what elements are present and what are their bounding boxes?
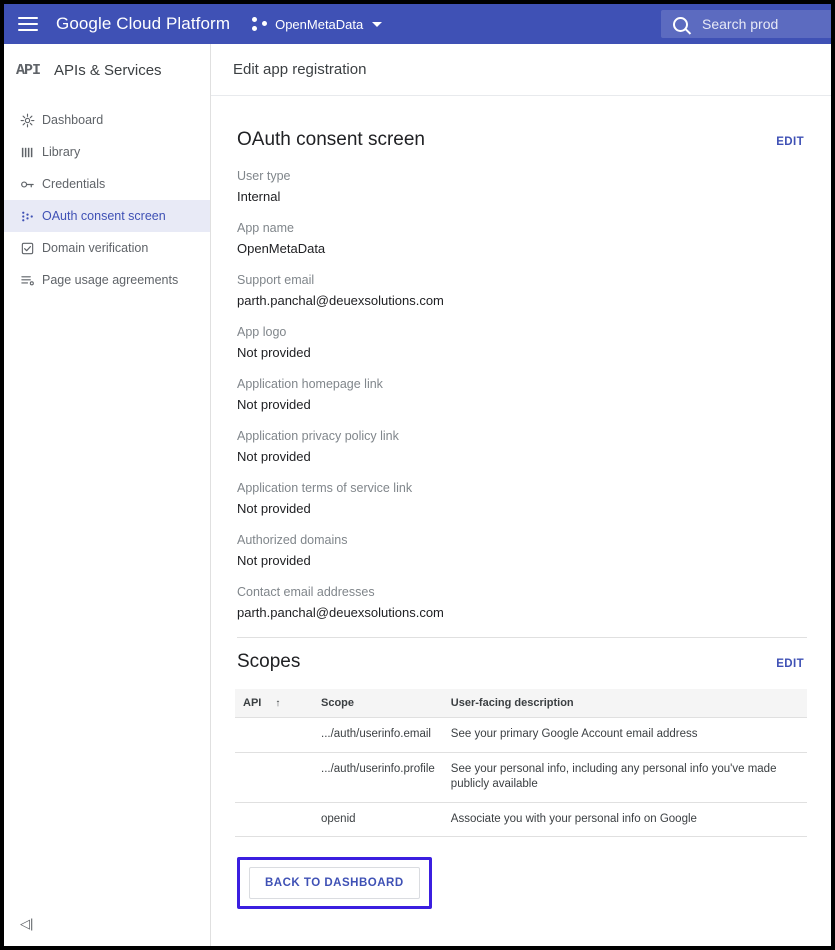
field-user-type	[237, 169, 807, 204]
top-navigation-bar	[4, 4, 831, 44]
sort-ascending-icon: ↑	[275, 698, 281, 709]
brand-title: Google Cloud Platform	[56, 14, 231, 33]
field-value: Internal	[237, 189, 281, 204]
cell-scope: openid	[313, 802, 443, 837]
field-contact-email-addresses	[237, 585, 807, 620]
sidebar-item-domain-verification[interactable]	[4, 232, 210, 264]
field-value: parth.panchal@deuexsolutions.com	[237, 293, 444, 308]
app-window	[4, 4, 831, 946]
column-header-description[interactable]: User-facing description	[443, 689, 807, 718]
back-to-dashboard-button[interactable]: BACK TO DASHBOARD	[249, 867, 420, 899]
section-divider	[237, 637, 807, 638]
field-value: Not provided	[237, 345, 311, 360]
agreement-icon	[20, 273, 42, 288]
field-label: User type	[237, 169, 291, 183]
section-title-scopes: Scopes	[237, 651, 301, 672]
menu-icon[interactable]	[18, 17, 38, 31]
sidebar-item-label: Credentials	[42, 177, 106, 191]
field-value: Not provided	[237, 553, 311, 568]
field-authorized-domains	[237, 533, 807, 568]
field-value: OpenMetaData	[237, 241, 326, 256]
project-name: OpenMetaData	[275, 16, 364, 32]
sidebar-item-oauth-consent-screen[interactable]	[4, 200, 210, 232]
field-support-email	[237, 273, 807, 308]
table-row	[235, 802, 807, 837]
consent-fields	[235, 169, 807, 620]
scopes-section-header	[235, 651, 807, 673]
verified-icon	[20, 241, 42, 256]
field-application-homepage-link	[237, 377, 807, 412]
field-label: Application terms of service link	[237, 481, 413, 495]
project-selector[interactable]	[252, 17, 382, 32]
sidebar-item-label: Library	[42, 145, 81, 159]
chevron-down-icon	[372, 22, 382, 27]
sidebar-item-credentials[interactable]	[4, 168, 210, 200]
cell-api	[235, 802, 313, 837]
sidebar-item-label: Domain verification	[42, 241, 149, 255]
cell-description: See your personal info, including any personal info you've made publicly available	[443, 752, 807, 802]
scopes-table	[235, 689, 807, 837]
cell-scope: .../auth/userinfo.profile	[313, 752, 443, 802]
search-input[interactable]	[661, 10, 831, 38]
table-header-row	[235, 689, 807, 718]
search-icon	[673, 17, 688, 32]
cell-description: See your primary Google Account email address	[443, 718, 807, 753]
column-label: API	[243, 697, 262, 709]
field-label: Application privacy policy link	[237, 429, 399, 443]
cell-scope: .../auth/userinfo.email	[313, 718, 443, 753]
dashboard-icon	[20, 113, 42, 128]
key-icon	[20, 177, 42, 192]
field-value: parth.panchal@deuexsolutions.com	[237, 605, 444, 620]
sidebar-item-library[interactable]	[4, 136, 210, 168]
sidebar-item-label: OAuth consent screen	[42, 209, 166, 223]
section-title-consent: OAuth consent screen	[237, 129, 425, 150]
oauth-consent-section-header	[235, 129, 807, 151]
cell-api	[235, 718, 313, 753]
field-application-privacy-policy-link	[237, 429, 807, 464]
field-value: Not provided	[237, 397, 311, 412]
page-title: Edit app registration	[211, 44, 831, 96]
main-content	[211, 44, 831, 946]
field-value: Not provided	[237, 449, 311, 464]
cell-api	[235, 752, 313, 802]
field-label: App logo	[237, 325, 287, 339]
table-row	[235, 718, 807, 753]
field-value: Not provided	[237, 501, 311, 516]
sidebar-item-page-usage-agreements[interactable]	[4, 264, 210, 296]
field-label: Authorized domains	[237, 533, 348, 547]
field-label: Application homepage link	[237, 377, 383, 391]
back-to-dashboard-highlight	[237, 857, 432, 909]
cell-description: Associate you with your personal info on Google	[443, 802, 807, 837]
edit-consent-button[interactable]: EDIT	[776, 136, 804, 148]
column-header-api[interactable]	[235, 689, 313, 718]
sidebar-items	[4, 104, 210, 296]
field-application-terms-of-service-link	[237, 481, 807, 516]
sidebar-item-label: Page usage agreements	[42, 273, 179, 287]
field-app-name	[237, 221, 807, 256]
sidebar-header	[4, 44, 210, 96]
sidebar-title: APIs & Services	[54, 61, 162, 79]
library-icon	[20, 145, 42, 160]
table-row	[235, 752, 807, 802]
api-logo: API	[16, 61, 41, 79]
project-icon	[252, 17, 268, 31]
sidebar	[4, 44, 211, 946]
field-label: App name	[237, 221, 294, 235]
sidebar-item-dashboard[interactable]	[4, 104, 210, 136]
edit-scopes-button[interactable]: EDIT	[776, 658, 804, 670]
consent-icon	[20, 209, 42, 224]
field-app-logo	[237, 325, 807, 360]
collapse-sidebar-button[interactable]: ◁|	[20, 916, 34, 931]
search-placeholder: Search prod	[702, 16, 779, 32]
sidebar-item-label: Dashboard	[42, 113, 104, 127]
field-label: Support email	[237, 273, 315, 287]
field-label: Contact email addresses	[237, 585, 375, 599]
column-header-scope[interactable]: Scope	[313, 689, 443, 718]
